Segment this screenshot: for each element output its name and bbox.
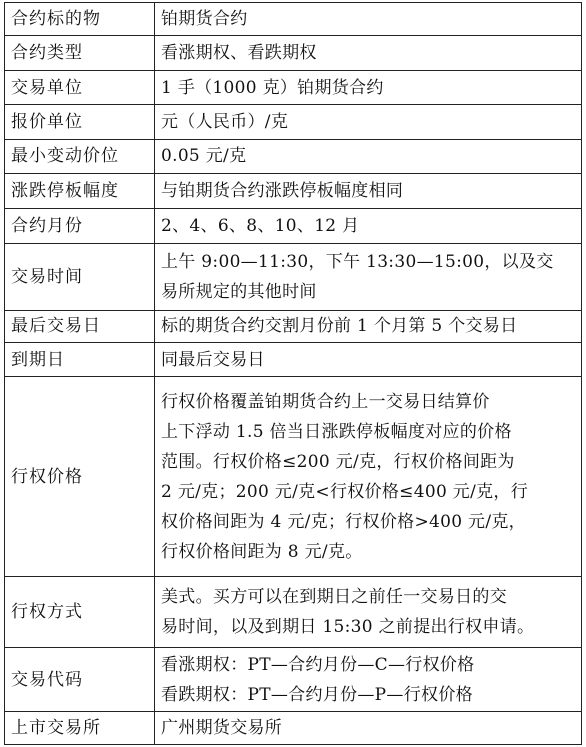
- value-line: 同最后交易日: [161, 349, 265, 370]
- row-label: 报价单位: [5, 105, 155, 139]
- row-value: [155, 343, 582, 377]
- value-line: 权价格间距为 4 元/克；行权价格>400 元/克，: [161, 511, 526, 532]
- value-line: 易时间，以及到期日 15:30 之前提出行权申请。: [161, 616, 535, 637]
- row-value: [155, 377, 582, 576]
- contract-spec-table: [4, 2, 582, 745]
- row-value: [155, 70, 582, 104]
- table-row: [5, 343, 582, 377]
- table-row: [5, 712, 582, 745]
- value-line: 看涨期权、看跌期权: [161, 43, 317, 64]
- table-row: [5, 377, 582, 576]
- row-label: 最后交易日: [5, 310, 155, 342]
- value-line: 广州期货交易所: [161, 718, 283, 739]
- table-row: [5, 70, 582, 104]
- value-line: 行权价格覆盖铂期货合约上一交易日结算价: [161, 391, 490, 412]
- value-line: 0.05 元/克: [161, 146, 247, 167]
- row-label: 行权方式: [5, 576, 155, 647]
- row-value: [155, 647, 582, 712]
- table-row: [5, 310, 582, 342]
- value-line: 看涨期权：PT—合约月份—C—行权价格: [161, 654, 475, 675]
- table-row: [5, 139, 582, 173]
- row-value: [155, 139, 582, 173]
- table-row: [5, 105, 582, 139]
- row-label: 到期日: [5, 343, 155, 377]
- value-line: 上下浮动 1.5 倍当日涨跌停板幅度对应的价格: [161, 421, 512, 442]
- table-row: [5, 576, 582, 647]
- value-line: 标的期货合约交割月份前 1 个月第 5 个交易日: [161, 316, 518, 337]
- table-row: [5, 243, 582, 310]
- table-row: [5, 36, 582, 70]
- value-line: 美式。买方可以在到期日之前任一交易日的交: [161, 586, 507, 607]
- row-label: 行权价格: [5, 377, 155, 576]
- table-row: [5, 174, 582, 209]
- value-line: 易所规定的其他时间: [161, 281, 317, 302]
- value-line: 铂期货合约: [161, 9, 248, 30]
- row-label: 合约标的物: [5, 3, 155, 36]
- row-value: [155, 712, 582, 745]
- value-line: 行权价格间距为 8 元/克。: [161, 541, 363, 562]
- table-row: [5, 647, 582, 712]
- table-row: [5, 209, 582, 243]
- table-row: [5, 3, 582, 36]
- value-line: 元（人民币）/克: [161, 111, 289, 132]
- value-line: 2 元/克；200 元/克<行权价格≤400 元/克，行: [161, 481, 528, 502]
- row-label: 合约类型: [5, 36, 155, 70]
- value-line: 1 手（1000 克）铂期货合约: [161, 77, 384, 98]
- value-line: 看跌期权：PT—合约月份—P—行权价格: [161, 684, 473, 705]
- row-value: [155, 310, 582, 342]
- row-value: [155, 3, 582, 36]
- row-value: [155, 174, 582, 209]
- value-line: 上午 9:00—11:30，下午 13:30—15:00，以及交: [161, 251, 554, 272]
- row-value: [155, 105, 582, 139]
- value-line: 与铂期货合约涨跌停板幅度相同: [161, 181, 404, 202]
- row-label: 合约月份: [5, 209, 155, 243]
- row-label: 交易时间: [5, 243, 155, 310]
- row-label: 最小变动价位: [5, 139, 155, 173]
- row-value: [155, 243, 582, 310]
- row-value: [155, 209, 582, 243]
- row-value: [155, 576, 582, 647]
- value-line: 范围。行权价格≤200 元/克，行权价格间距为: [161, 451, 515, 472]
- row-label: 交易单位: [5, 70, 155, 104]
- row-label: 上市交易所: [5, 712, 155, 745]
- row-value: [155, 36, 582, 70]
- value-line: 2、4、6、8、10、12 月: [161, 216, 360, 237]
- row-label: 涨跌停板幅度: [5, 174, 155, 209]
- row-label: 交易代码: [5, 647, 155, 712]
